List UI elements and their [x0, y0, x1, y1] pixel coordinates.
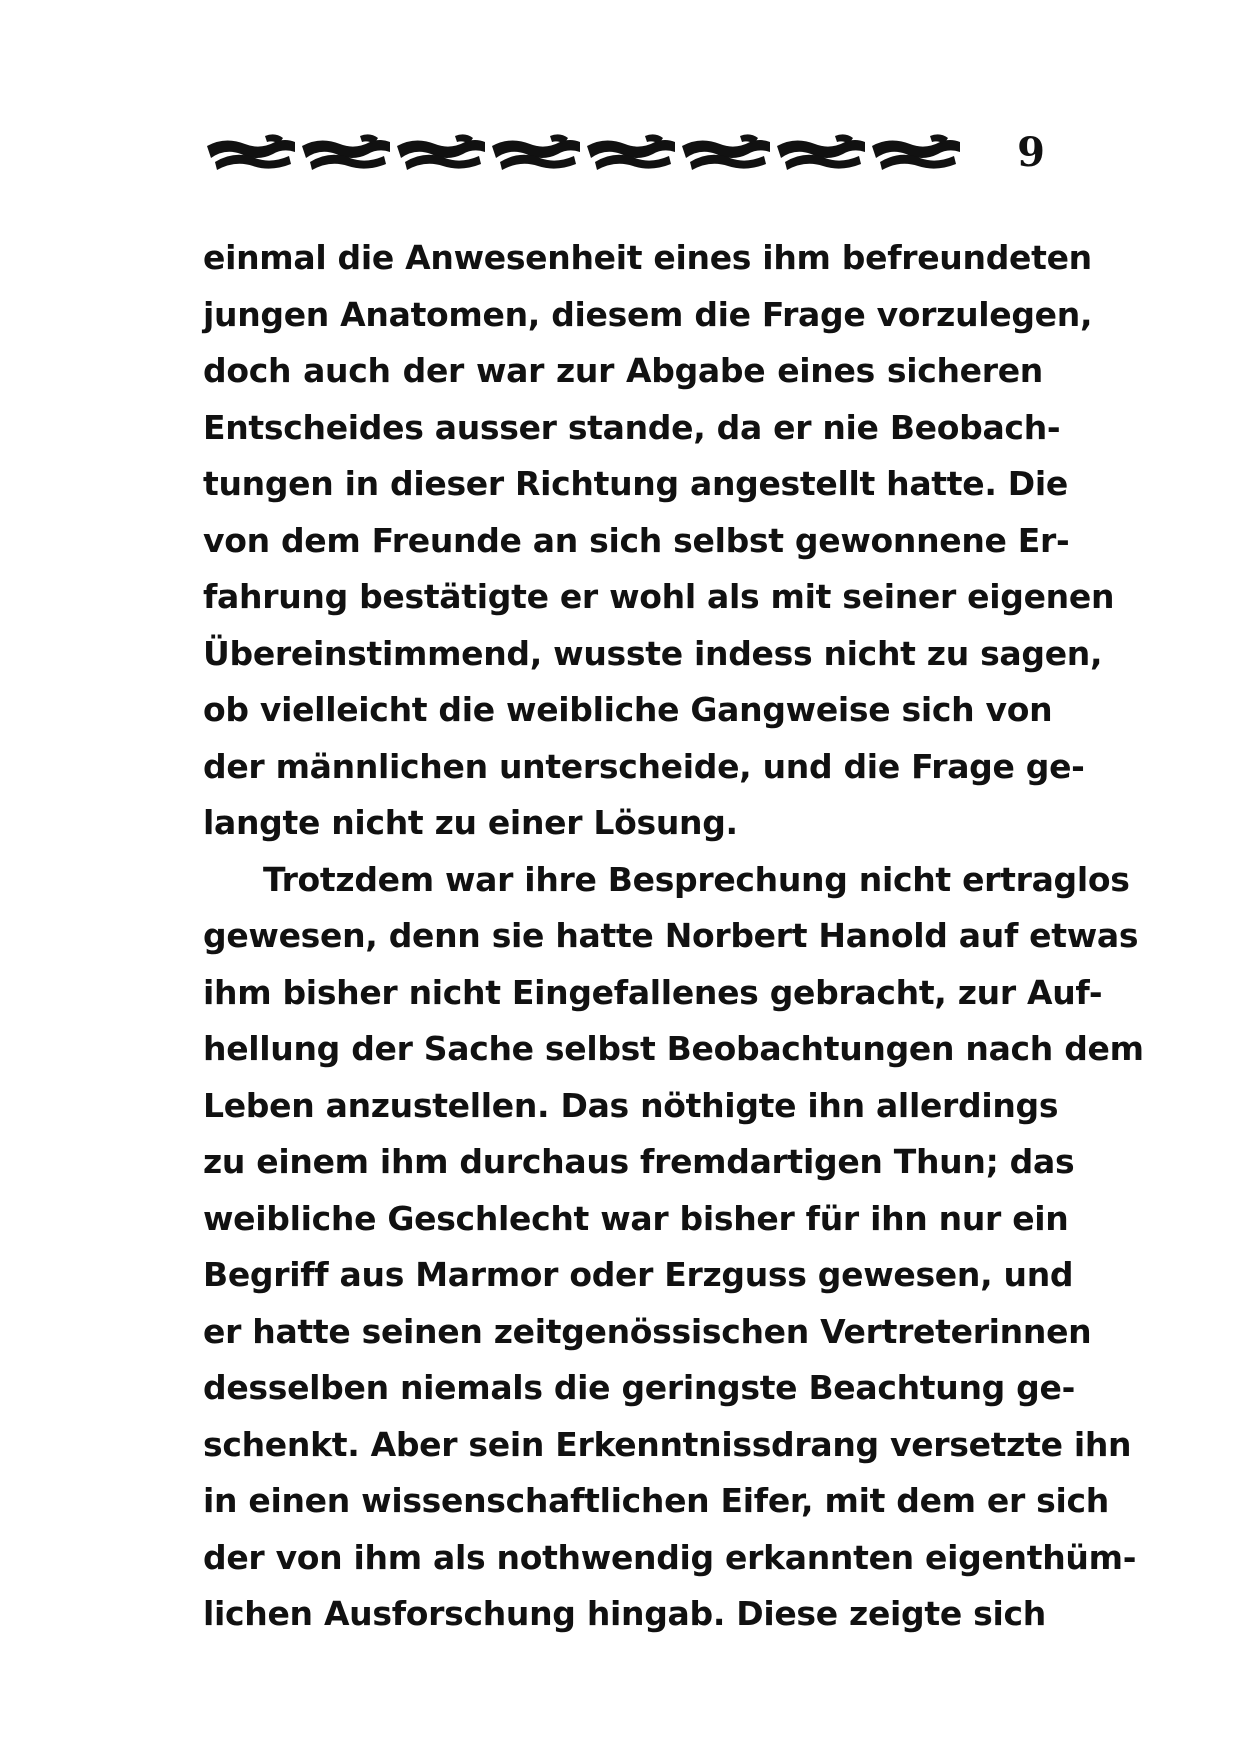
body-text	[203, 230, 1144, 1643]
text-line: doch auch der war zur Abgabe eines sicheren	[203, 351, 1043, 390]
page-number: 9	[1017, 129, 1045, 176]
text-line: Begriff aus Marmor oder Erzguss gewesen, und	[203, 1255, 1074, 1294]
text-line: ihm bisher nicht Eingefallenes gebracht, zur Auf-	[203, 972, 1103, 1012]
text-line: Leben anzustellen. Das nöthigte ihn allerdings	[203, 1085, 1059, 1125]
text-line: langte nicht zu einer Lösung.	[203, 803, 738, 842]
text-line: weibliche Geschlecht war bisher für ihn nur ein	[203, 1198, 1069, 1238]
text-line: desselben niemals die geringste Beachtung ge-	[203, 1368, 1075, 1407]
page-header	[205, 128, 1045, 178]
text-line: fahrung bestätigte er wohl als mit seiner eigenen	[203, 577, 1115, 616]
text-line: Übereinstimmend, wusste indess nicht zu sagen,	[203, 633, 1103, 673]
text-line: tungen in dieser Richtung angestellt hatte. Die	[203, 464, 1068, 503]
text-line: der von ihm als nothwendig erkannten eigenthüm-	[203, 1537, 1137, 1577]
text-line: Entscheides ausser stande, da er nie Beobach-	[203, 407, 1061, 447]
text-line: schenkt. Aber sein Erkenntnissdrang versetzte ihn	[203, 1424, 1132, 1464]
text-line: zu einem ihm durchaus fremdartigen Thun; das	[203, 1142, 1075, 1181]
text-line: er hatte seinen zeitgenössischen Vertreterinnen	[203, 1311, 1092, 1351]
text-line: Trotzdem war ihre Besprechung nicht ertraglos	[263, 859, 1130, 899]
text-line: in einen wissenschaftlichen Eifer, mit dem er sich	[203, 1481, 1109, 1520]
paragraph-1	[203, 230, 1115, 852]
text-line: jungen Anatomen, diesem die Frage vorzulegen,	[203, 294, 1093, 334]
text-line: hellung der Sache selbst Beobachtungen nach dem	[203, 1029, 1144, 1068]
decorative-border-icon	[205, 128, 967, 178]
text-line: der männlichen unterscheide, und die Frage ge-	[203, 746, 1085, 786]
text-line: lichen Ausforschung hingab. Diese zeigte sich	[203, 1594, 1046, 1633]
text-line: gewesen, denn sie hatte Norbert Hanold auf etwas	[203, 916, 1139, 955]
text-line: einmal die Anwesenheit eines ihm befreundeten	[203, 238, 1092, 277]
text-line: ob vielleicht die weibliche Gangweise sich von	[203, 690, 1053, 729]
paragraph-2	[203, 852, 1144, 1643]
text-line: von dem Freunde an sich selbst gewonnene Er-	[203, 520, 1070, 560]
